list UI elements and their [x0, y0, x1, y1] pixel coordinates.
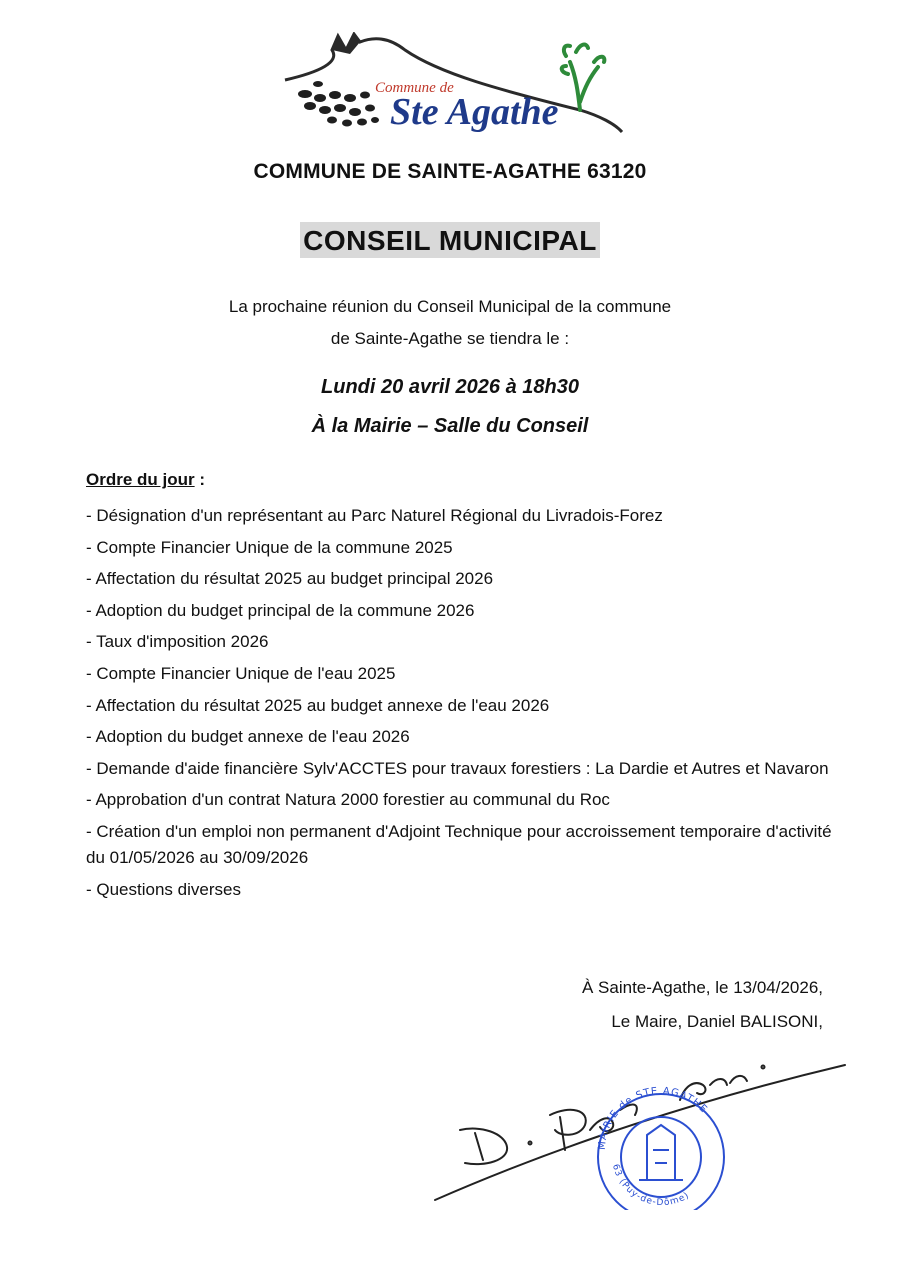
place-date: À Sainte-Agathe, le 13/04/2026, [581, 978, 823, 997]
signer-name: Le Maire, Daniel BALISONI, [611, 1012, 823, 1031]
meeting-place: À la Mairie – Salle du Conseil [311, 415, 589, 437]
agenda-item: - Affectation du résultat 2025 au budget principal 2026 [86, 569, 494, 589]
agenda-item: - Approbation d'un contrat Natura 2000 forestier au communal du Roc [86, 790, 610, 810]
stamp-bottom-text: 63 (Puy-de-Dôme) [609, 1163, 692, 1209]
agenda-colon: : [194, 470, 206, 489]
agenda-item: - Taux d'imposition 2026 [86, 632, 269, 652]
commune-logo [280, 32, 625, 142]
agenda-item: - Affectation du résultat 2025 au budget annexe de l'eau 2026 [86, 695, 550, 715]
intro-line-1: La prochaine réunion du Conseil Municipal de la commune [228, 297, 672, 316]
commune-title: COMMUNE DE SAINTE-AGATHE 63120 [253, 160, 647, 183]
agenda-heading [86, 470, 205, 490]
agenda-item: - Création d'un emploi non permanent d'Adjoint Technique pour accroissement temporaire d'activité du 01/05/2026 au 30/09/2026 [86, 821, 832, 867]
meeting-date: Lundi 20 avril 2026 à 18h30 [321, 376, 579, 398]
agenda-title: Ordre du jour [86, 470, 195, 489]
title-wrapper [0, 222, 900, 258]
agenda-item: - Désignation d'un représentant au Parc Naturel Régional du Livradois-Forez [86, 506, 663, 525]
logo-big-text: Ste Agathe [390, 91, 559, 133]
signature-stamp [425, 1055, 855, 1210]
logo-small-text: Commune de [375, 80, 454, 96]
agenda-list [86, 503, 846, 908]
signature-block [582, 971, 823, 1039]
agenda-item: - Adoption du budget annexe de l'eau 2026 [86, 727, 410, 747]
intro-text [0, 291, 900, 355]
agenda-item: - Compte Financier Unique de l'eau 2025 [86, 663, 396, 683]
agenda-item: - Demande d'aide financière Sylv'ACCTES pour travaux forestiers : La Dardie et Autres et Navaron [86, 758, 829, 778]
intro-line-2: de Sainte-Agathe se tiendra le : [330, 329, 570, 348]
agenda-item: - Compte Financier Unique de la commune 2025 [86, 537, 453, 557]
page-title: CONSEIL MUNICIPAL [300, 222, 600, 258]
agenda-item: - Adoption du budget principal de la commune 2026 [86, 600, 475, 620]
tree-icon [562, 45, 605, 110]
stamp-top-text: MAIRIE de STE AGATHE [596, 1085, 710, 1151]
stones-icon [298, 81, 379, 127]
agenda-item: - Questions diverses [86, 879, 241, 899]
meeting-info [0, 368, 900, 446]
